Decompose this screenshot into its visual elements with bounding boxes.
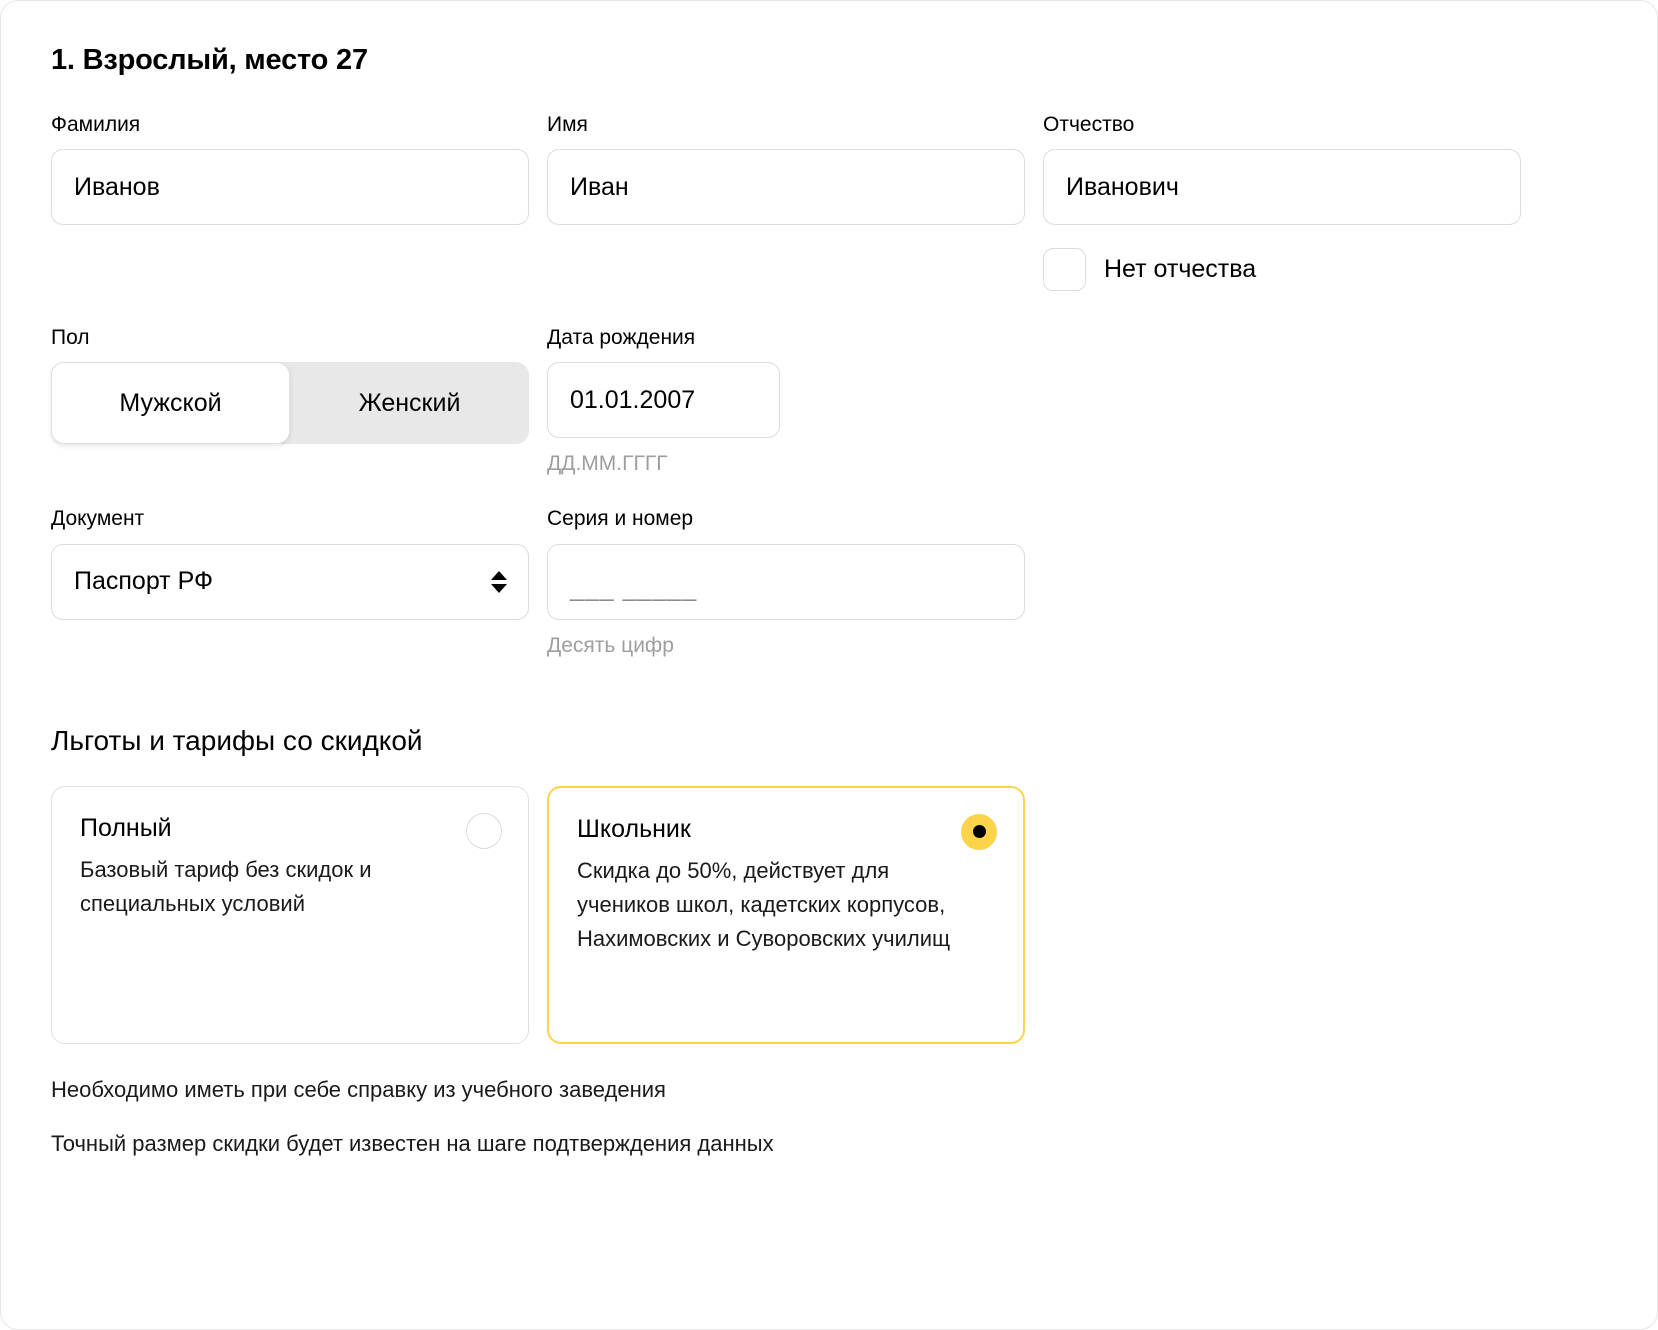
gender-birthdate-row [51,325,1607,476]
firstname-input[interactable] [547,149,1025,225]
middlename-label: Отчество [1043,112,1135,136]
lastname-field [51,112,529,291]
discount-note-amount: Точный размер скидки будет известен на шаге подтверждения данных [51,1131,774,1157]
document-row [51,506,1607,657]
discounts-title: Льготы и тарифы со скидкой [51,724,423,756]
discount-cards [51,786,1607,1044]
discount-card-full-desc: Базовый тариф без скидок и специальных условий [80,856,372,916]
discount-card-student[interactable] [547,786,1025,1044]
no-middlename-label: Нет отчества [1104,255,1257,284]
discount-card-full[interactable] [51,786,529,1044]
no-middlename-row[interactable] [1043,248,1521,291]
gender-segmented-control[interactable] [51,362,529,444]
discount-card-student-title: Школьник [577,814,691,843]
series-number-label: Серия и номер [547,507,694,531]
series-number-mask: ___ _____ [570,574,698,603]
document-select-wrap [51,544,529,620]
lastname-input[interactable] [51,149,529,225]
document-label: Документ [51,507,145,531]
discount-card-full-radio[interactable] [466,813,502,849]
gender-label: Пол [51,326,90,350]
discount-card-full-title: Полный [80,813,172,842]
middlename-input[interactable] [1043,149,1521,225]
discount-note-certificate: Необходимо иметь при себе справку из учебного заведения [51,1076,666,1102]
series-number-input[interactable] [547,544,1025,620]
chevron-updown-icon [491,571,507,593]
birthdate-hint: ДД.ММ.ГГГГ [547,452,668,476]
firstname-field [547,112,1025,291]
page-title: 1. Взрослый, место 27 [51,44,368,76]
series-number-field [547,506,1025,657]
gender-option-female[interactable]: Женский [358,388,461,417]
document-field [51,506,529,657]
document-select[interactable]: Паспорт РФ [51,544,529,620]
birthdate-field [547,325,780,476]
birthdate-input[interactable] [547,362,780,438]
discount-card-student-radio[interactable] [961,814,997,850]
gender-option-male[interactable]: Мужской [51,362,290,444]
names-row [51,112,1607,291]
firstname-label: Имя [547,112,588,136]
discount-card-student-desc: Скидка до 50%, действует для учеников школ, кадетских корпусов, Нахимовских и Суворовских училищ [577,857,951,951]
middlename-field [1043,112,1521,291]
no-middlename-checkbox[interactable] [1043,248,1086,291]
lastname-label: Фамилия [51,112,141,136]
gender-field [51,325,529,476]
birthdate-label: Дата рождения [547,326,696,350]
series-number-hint: Десять цифр [547,633,674,657]
